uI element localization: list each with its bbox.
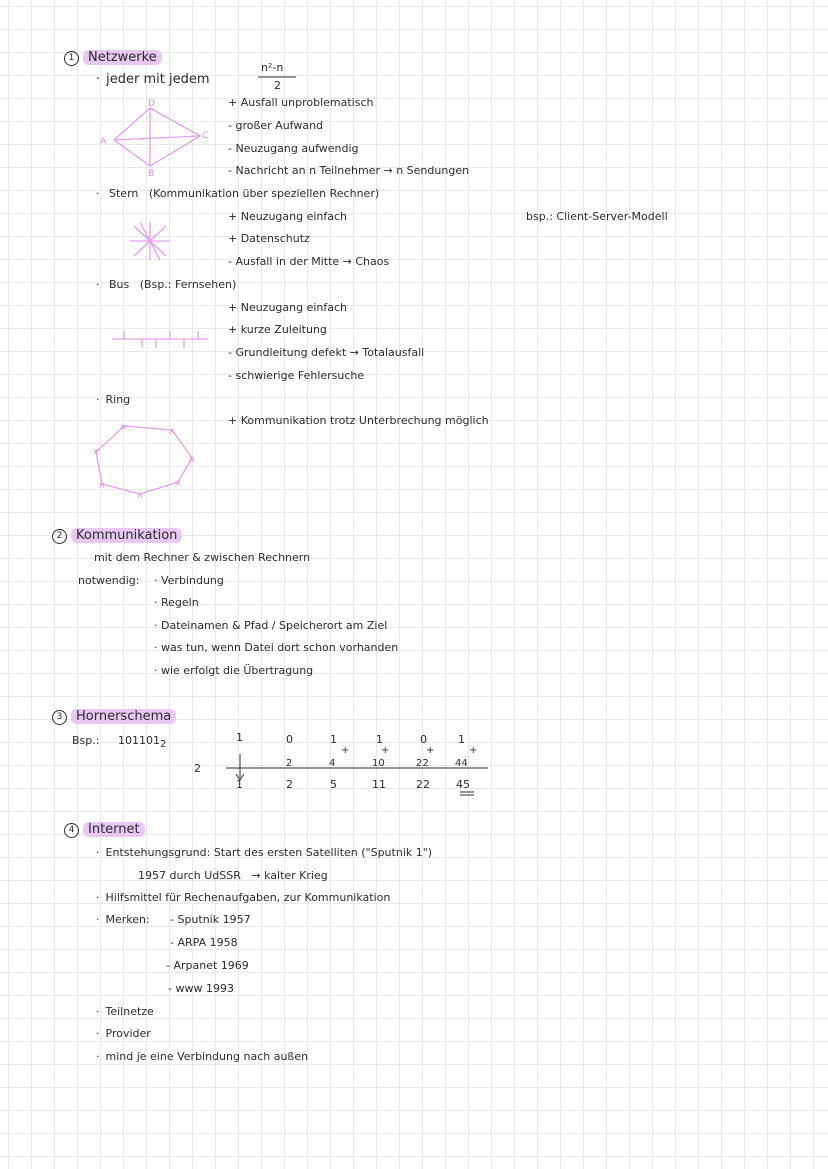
mesh-point: - Neuzugang aufwendig	[228, 142, 359, 155]
svg-text:×: ×	[136, 491, 144, 501]
horner-result: 2	[286, 778, 293, 791]
cold-war: kalter Krieg	[264, 869, 328, 882]
arrow-icon: →	[383, 164, 397, 177]
horner-result: 11	[372, 778, 386, 791]
svg-text:×: ×	[92, 447, 100, 457]
horner-mid-value: 4	[329, 758, 336, 769]
horner-example-label: Bsp.:	[72, 734, 100, 747]
bus-point: + Neuzugang einfach	[228, 301, 348, 314]
node-label-b: B	[148, 169, 155, 179]
plus-sign: +	[341, 745, 350, 756]
remember-item: - Arpanet 1969	[166, 959, 249, 972]
section-number: 1	[64, 51, 79, 66]
star-description: (Kommunikation über speziellen Rechner)	[148, 187, 380, 200]
internet-point: · Provider	[96, 1026, 151, 1042]
requirement-item: · Verbindung	[154, 574, 224, 587]
requirement-item: · Regeln	[154, 596, 199, 609]
remember-item: - Sputnik 1957	[170, 913, 251, 926]
mesh-message-result: n Sendungen	[396, 164, 470, 177]
remember-item: - www 1993	[168, 982, 234, 995]
horner-mid-value: 2	[286, 758, 293, 769]
ring-point: + Kommunikation trotz Unterbrechung möglich	[228, 414, 489, 427]
horner-mid-value: 44	[455, 758, 468, 769]
plus-sign: +	[426, 745, 435, 756]
section-4-heading	[64, 822, 145, 838]
star-failure: - Ausfall in der Mitte	[228, 255, 340, 268]
remember-label: · Merken:	[96, 912, 150, 928]
ring-diagram	[88, 418, 208, 502]
horner-mid-value: 22	[416, 758, 429, 769]
svg-text:×: ×	[188, 455, 196, 465]
svg-text:×: ×	[168, 427, 176, 437]
star-point	[228, 254, 389, 270]
formula-numerator: n²-n	[261, 61, 284, 74]
plus-sign: +	[469, 745, 478, 756]
origin-reason: · Entstehungsgrund: Start des ersten Satelliten ("Sputnik 1")	[96, 845, 432, 861]
arrow-icon: →	[349, 346, 363, 359]
mesh-diagram	[100, 100, 210, 180]
horner-top-digit: 1	[330, 733, 337, 746]
binary-number: 101101	[118, 734, 160, 747]
mesh-point: - großer Aufwand	[228, 119, 324, 132]
client-server-note: bsp.: Client-Server-Modell	[526, 210, 668, 223]
mesh-point	[228, 163, 469, 179]
section-title: Hornerschema	[71, 709, 176, 724]
binary-subscript: 2	[160, 739, 167, 751]
star-point: + Neuzugang einfach	[228, 210, 348, 223]
horner-mid-value: 10	[372, 758, 385, 769]
star-label: Stern	[109, 187, 139, 200]
star-chaos: Chaos	[355, 255, 390, 268]
horner-top-digit: 0	[420, 733, 427, 746]
horner-base: 2	[194, 762, 201, 775]
plus-sign: +	[381, 745, 390, 756]
internet-point: · Teilnetze	[96, 1004, 154, 1020]
horner-top-digit: 0	[286, 733, 293, 746]
section-number: 4	[64, 823, 79, 838]
formula-denominator: 2	[274, 79, 281, 92]
node-label-a: A	[100, 137, 107, 147]
origin-year	[138, 868, 328, 884]
bus-point: - schwierige Fehlersuche	[228, 369, 365, 382]
section-number: 2	[52, 529, 67, 544]
arrow-icon: →	[244, 869, 265, 882]
bus-label: Bus	[109, 278, 130, 291]
bus-heading	[96, 277, 236, 293]
arrow-icon: →	[342, 255, 356, 268]
svg-text:×: ×	[174, 479, 182, 489]
mesh-label: · jeder mit jedem	[96, 72, 210, 88]
horner-binary-value	[118, 733, 166, 753]
required-label: notwendig:	[78, 574, 140, 587]
internet-point: · mind je eine Verbindung nach außen	[96, 1049, 308, 1065]
bus-diagram	[112, 328, 212, 352]
bus-example: (Bsp.: Fernsehen)	[139, 278, 237, 291]
svg-text:×: ×	[98, 481, 106, 491]
origin-year-text: 1957 durch UdSSR	[138, 869, 241, 882]
horner-top-digit: 1	[376, 733, 383, 746]
section-title: Kommunikation	[71, 528, 182, 543]
bus-total-failure: Totalausfall	[362, 346, 425, 359]
communication-subtitle: mit dem Rechner & zwischen Rechnern	[94, 551, 311, 564]
star-heading	[96, 186, 379, 202]
requirement-item: · Dateinamen & Pfad / Speicherort am Ziel	[154, 619, 388, 632]
bus-defect: - Grundleitung defekt	[228, 346, 347, 359]
requirement-item: · wie erfolgt die Übertragung	[154, 664, 314, 677]
remember-item: - ARPA 1958	[170, 936, 238, 949]
requirement-item: · was tun, wenn Datei dort schon vorhanden	[154, 641, 399, 654]
mesh-message: - Nachricht an n Teilnehmer	[228, 164, 380, 177]
svg-text:×: ×	[120, 423, 128, 433]
purpose: · Hilfsmittel für Rechenaufgaben, zur Kommunikation	[96, 890, 390, 906]
star-diagram	[126, 220, 176, 264]
star-point: + Datenschutz	[228, 232, 310, 245]
mesh-point: + Ausfall unproblematisch	[228, 96, 374, 109]
section-title: Netzwerke	[83, 50, 162, 65]
section-3-heading	[52, 709, 176, 725]
section-2-heading	[52, 528, 182, 544]
horner-final-result: 45	[456, 778, 470, 791]
horner-result: 5	[330, 778, 337, 791]
horner-top-digit: 1	[236, 731, 243, 744]
bus-point	[228, 345, 424, 361]
bus-point: + kurze Zuleitung	[228, 323, 327, 336]
section-1-heading	[64, 50, 162, 66]
node-label-c: C	[202, 131, 209, 141]
node-label-d: D	[148, 99, 155, 109]
section-number: 3	[52, 710, 67, 725]
ring-label: · Ring	[96, 392, 130, 408]
horner-result: 1	[236, 778, 243, 791]
horner-result: 22	[416, 778, 430, 791]
horner-top-digit: 1	[458, 733, 465, 746]
section-title: Internet	[83, 822, 145, 837]
